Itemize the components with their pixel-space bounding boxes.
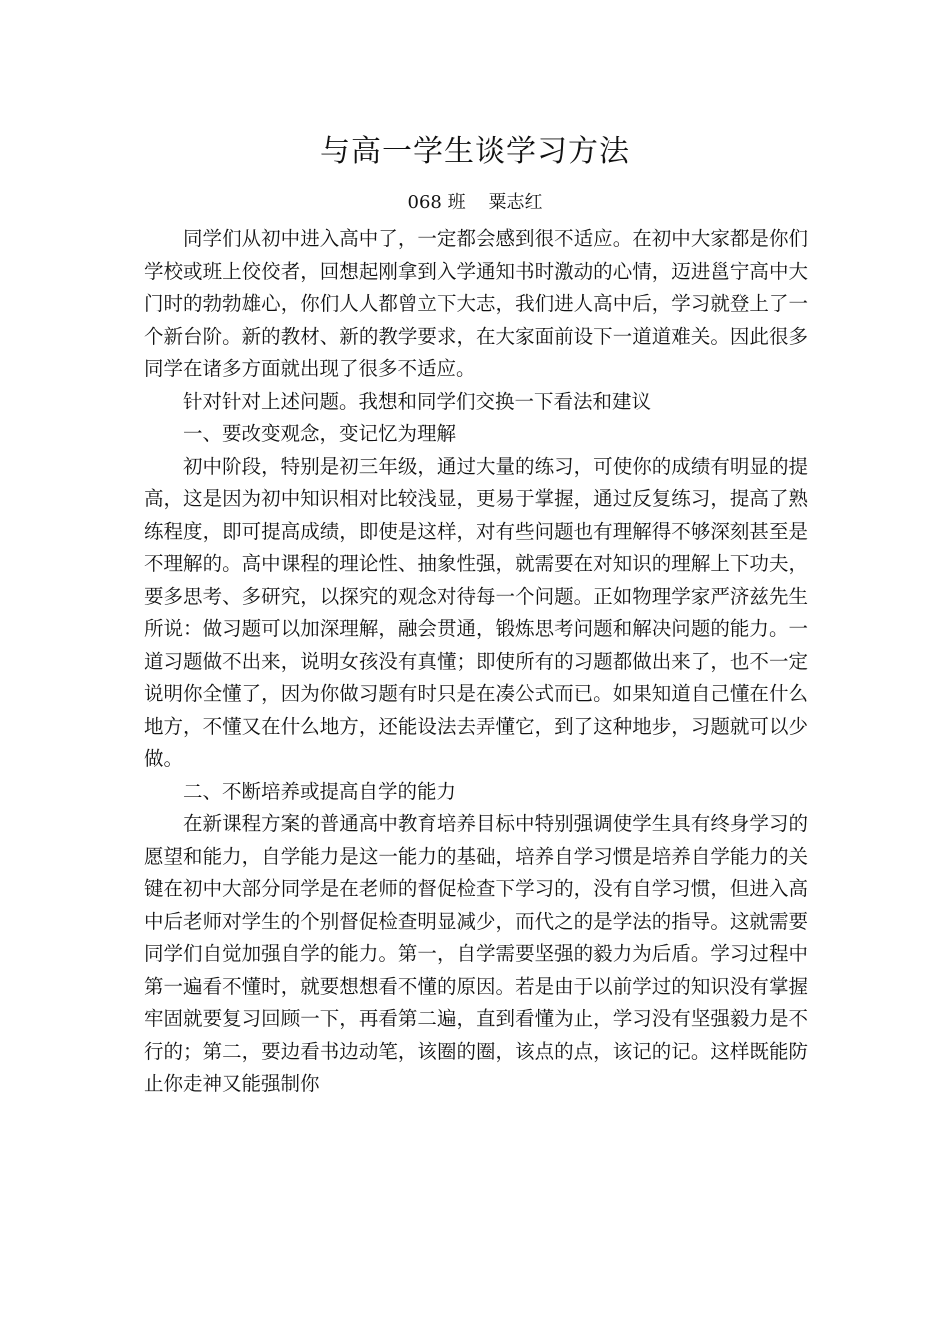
document-body: [144, 223, 808, 1101]
paragraph-intro: 同学们从初中进入高中了，一定都会感到很不适应。在初中大家都是你们学校或班上佼佼者，回想起刚拿到入学通知书时激动的心情，迈进邕宁高中大门时的勃勃雄心，你们人人都曾立下大志，我们进人高中后，学习就登上了一个新台阶。新的教材、新的教学要求，在大家面前设下一道道难关。因此很多同学在诸多方面就出现了很多不适应。: [144, 227, 808, 380]
paragraph-section-2: 在新课程方案的普通高中教育培养目标中特别强调使学生具有终身学习的愿望和能力，自学能力是这一能力的基础，培养自学习惯是培养自学能力的关键在初中大部分同学是在老师的督促检查下学习的，没有自学习惯，但进入高中后老师对学生的个别督促检查明显减少，而代之的是学法的指导。这就需要同学们自觉加强自学的能力。第一，自学需要坚强的毅力为后盾。学习过程中第一遍看不懂时，就要想想看不懂的原因。若是由于以前学过的知识没有掌握牢固就要复习回顾一下，再看第二遍，直到看懂为止，学习没有坚强毅力是不行的；第二，要边看书边动笔，该圈的圈，该点的点，该记的记。这样既能防止你走神又能强制你: [144, 812, 808, 1095]
paragraph-lead-in: 针对针对上述问题。我想和同学们交换一下看法和建议: [183, 389, 652, 413]
section-heading-2: 二、不断培养或提高自学的能力: [183, 779, 457, 803]
author-line: 068 班 粟志红: [407, 192, 543, 213]
section-heading-1: 一、要改变观念，变记忆为理解: [183, 422, 457, 445]
document-title: 与高一学生谈学习方法: [320, 134, 630, 169]
paragraph-section-1: 初中阶段，特别是初三年级，通过大量的练习，可使你的成绩有明显的提高，这是因为初中知识相对比较浅显，更易于掌握，通过反复练习，提高了熟练程度，即可提高成绩，即使是这样，对有些问题也有理解得不够深刻甚至是不理解的。高中课程的理论性、抽象性强，就需要在对知识的理解上下功夫，要多思考、多研究，以探究的观念对待每一个问题。正如物理学家严济兹先生所说：做习题可以加深理解，融会贯通，锻炼思考问题和解决问题的能力。一道习题做不出来，说明女孩没有真懂；即使所有的习题都做出来了，也不一定说明你全懂了，因为你做习题有时只是在凑公式而已。如果知道自己懂在什么地方，不懂又在什么地方，还能设法去弄懂它，到了这种地步，习题就可以少做。: [144, 454, 808, 770]
